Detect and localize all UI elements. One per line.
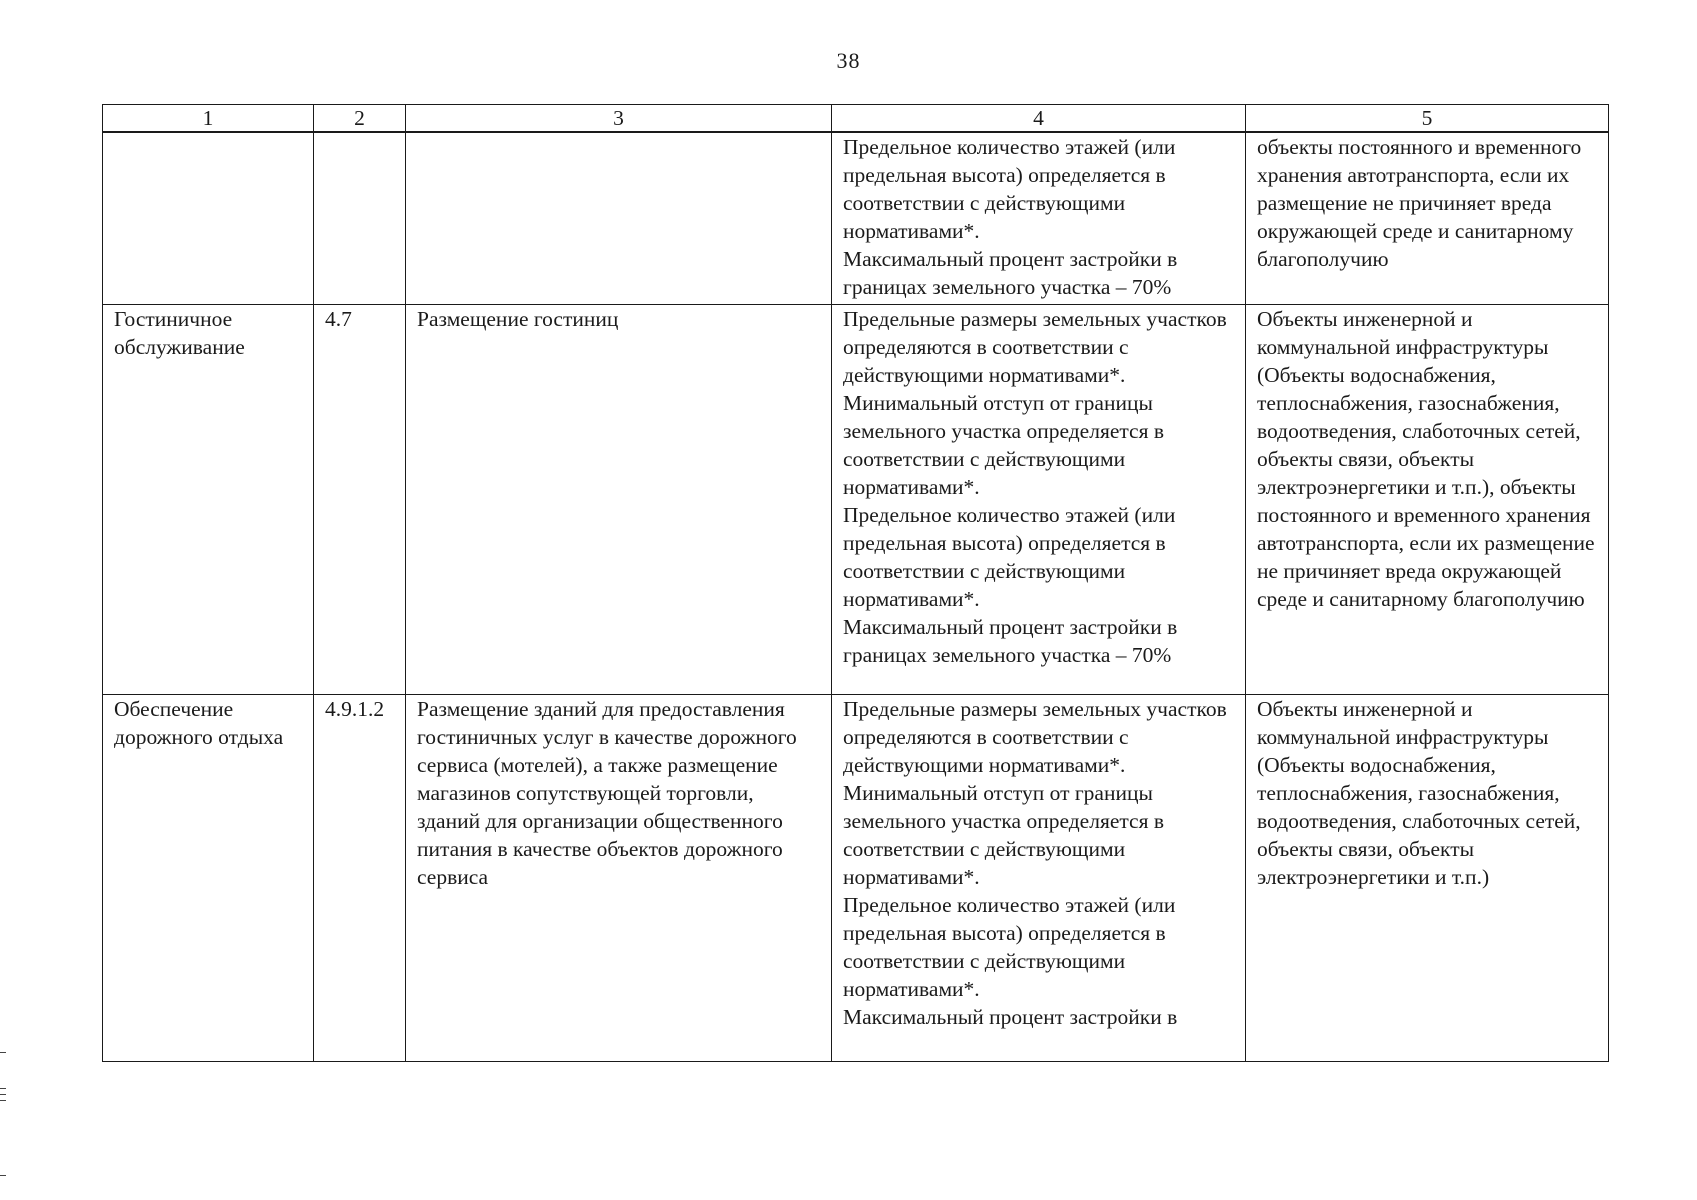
auxiliary-uses-cell: объекты постоянного и временного хранения автотранспорта, если их размещение не причиняет вреда окружающей среде и санитарному благополучию: [1246, 132, 1609, 305]
parameters-cell: Предельное количество этажей (или предельная высота) определяется в соответствии с действующими нормативами*. Максимальный процент застройки в границах земельного участка – 70%: [832, 132, 1246, 305]
header-col-5: 5: [1246, 105, 1609, 133]
auxiliary-uses-cell: Объекты инженерной и коммунальной инфраструктуры (Объекты водоснабжения, теплоснабжения, газоснабжения, водоотведения, слаботочных сетей, объекты связи, объекты электроэнергетики и т.п.): [1246, 695, 1609, 1062]
use-description-cell: [406, 132, 832, 305]
use-code-cell: 4.7: [314, 305, 406, 695]
parameters-cell: Предельные размеры земельных участков определяются в соответствии с действующими нормативами*. Минимальный отступ от границы земельного участка определяется в соответствии с действующими нормативами*. Предельное количество этажей (или предельная высота) определяется в соответствии с действующими нормативами*. Максимальный процент застройки в границах земельного участка – 70%: [832, 305, 1246, 695]
use-name-cell: Гостиничное обслуживание: [103, 305, 314, 695]
header-col-3: 3: [406, 105, 832, 133]
header-row: [103, 105, 1609, 133]
regulations-table: [102, 104, 1609, 1062]
page-number: 38: [836, 48, 861, 73]
parameters-cell: Предельные размеры земельных участков определяются в соответствии с действующими нормативами*. Минимальный отступ от границы земельного участка определяется в соответствии с действующими нормативами*. Предельное количество этажей (или предельная высота) определяется в соответствии с действующими нормативами*. Максимальный процент застройки в: [832, 695, 1246, 1062]
scan-mark: [0, 1052, 6, 1053]
use-code-cell: [314, 132, 406, 305]
table-row: [103, 305, 1609, 695]
scan-mark: [0, 1088, 6, 1089]
scan-mark: [0, 1175, 6, 1176]
header-col-1: 1: [103, 105, 314, 133]
use-name-cell: Обеспечение дорожного отдыха: [103, 695, 314, 1062]
scan-mark: [0, 1100, 6, 1101]
scan-mark: [0, 1094, 6, 1095]
table-row: [103, 132, 1609, 305]
header-col-4: 4: [832, 105, 1246, 133]
auxiliary-uses-cell: Объекты инженерной и коммунальной инфраструктуры (Объекты водоснабжения, теплоснабжения, газоснабжения, водоотведения, слаботочных сетей, объекты связи, объекты электроэнергетики и т.п.), объекты постоянного и временного хранения автотранспорта, если их размещение не причиняет вреда окружающей среде и санитарному благополучию: [1246, 305, 1609, 695]
use-description-cell: Размещение гостиниц: [406, 305, 832, 695]
table-row: [103, 695, 1609, 1062]
use-name-cell: [103, 132, 314, 305]
use-code-cell: 4.9.1.2: [314, 695, 406, 1062]
header-col-2: 2: [314, 105, 406, 133]
table-body: [103, 132, 1609, 1062]
use-description-cell: Размещение зданий для предоставления гостиничных услуг в качестве дорожного сервиса (мотелей), а также размещение магазинов сопутствующей торговли, зданий для организации общественного питания в качестве объектов дорожного сервиса: [406, 695, 832, 1062]
table-header: [103, 105, 1609, 133]
